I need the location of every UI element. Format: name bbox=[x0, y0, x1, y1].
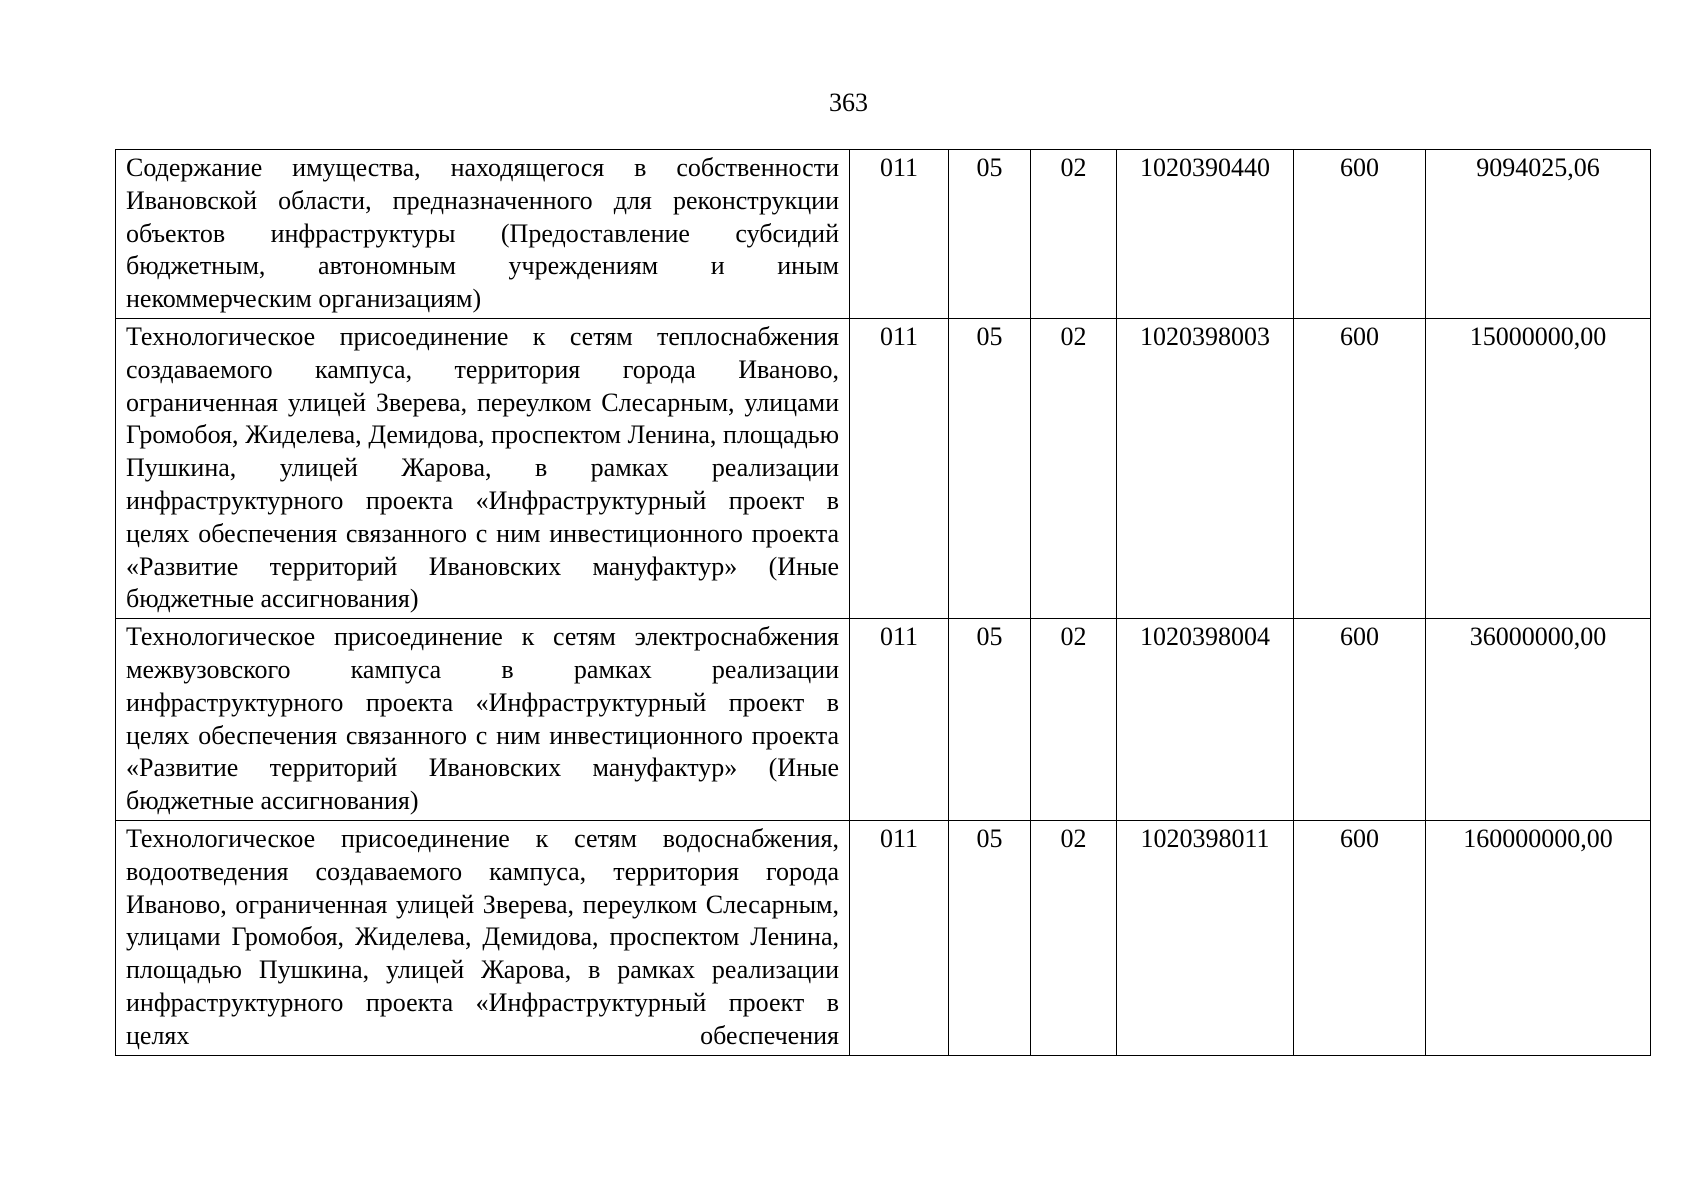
row-description: Технологическое присоединение к сетям электроснабжения межвузовского кампуса в рамках реализации инфраструктурного проекта «Инфраструктурный проект в целях обеспечения связанного с ним инвестиционного проекта «Развитие территорий Ивановских мануфактур» (Иные бюджетные ассигнования) bbox=[116, 619, 850, 821]
row-description: Технологическое присоединение к сетям водоснабжения, водоотведения создаваемого кампуса, территория города Иваново, ограниченная улицей Зверева, переулком Слесарным, улицами Громобоя, Жиделева, Демидова, проспектом Ленина, площадью Пушкина, улицей Жарова, в рамках реализации инфраструктурного проекта «Инфраструктурный проект в целях обеспечения bbox=[116, 820, 850, 1055]
row-ministry-code: 011 bbox=[850, 318, 949, 618]
row-amount: 15000000,00 bbox=[1426, 318, 1651, 618]
row-target-article: 1020390440 bbox=[1117, 150, 1294, 319]
row-expense-type: 600 bbox=[1294, 150, 1426, 319]
row-amount: 36000000,00 bbox=[1426, 619, 1651, 821]
row-expense-type: 600 bbox=[1294, 318, 1426, 618]
row-ministry-code: 011 bbox=[850, 150, 949, 319]
table-row bbox=[116, 820, 1651, 1055]
row-description: Содержание имущества, находящегося в собственности Ивановской области, предназначенного для реконструкции объектов инфраструктуры (Предоставление субсидий бюджетным, автономным учреждениям и иным некоммерческим организациям) bbox=[116, 150, 850, 319]
row-section-code: 05 bbox=[949, 619, 1031, 821]
row-subsection-code: 02 bbox=[1031, 150, 1117, 319]
row-section-code: 05 bbox=[949, 150, 1031, 319]
row-subsection-code: 02 bbox=[1031, 820, 1117, 1055]
table-row bbox=[116, 150, 1651, 319]
page-number: 363 bbox=[829, 88, 868, 117]
row-target-article: 1020398011 bbox=[1117, 820, 1294, 1055]
row-amount: 9094025,06 bbox=[1426, 150, 1651, 319]
row-target-article: 1020398004 bbox=[1117, 619, 1294, 821]
row-section-code: 05 bbox=[949, 318, 1031, 618]
table-row bbox=[116, 619, 1651, 821]
row-ministry-code: 011 bbox=[850, 619, 949, 821]
row-subsection-code: 02 bbox=[1031, 318, 1117, 618]
row-target-article: 1020398003 bbox=[1117, 318, 1294, 618]
row-expense-type: 600 bbox=[1294, 619, 1426, 821]
row-ministry-code: 011 bbox=[850, 820, 949, 1055]
row-subsection-code: 02 bbox=[1031, 619, 1117, 821]
table-row bbox=[116, 318, 1651, 618]
row-amount: 160000000,00 bbox=[1426, 820, 1651, 1055]
row-expense-type: 600 bbox=[1294, 820, 1426, 1055]
budget-table bbox=[115, 149, 1651, 1056]
row-description: Технологическое присоединение к сетям теплоснабжения создаваемого кампуса, территория города Иваново, ограниченная улицей Зверева, переулком Слесарным, улицами Громобоя, Жиделева, Демидова, проспектом Ленина, площадью Пушкина, улицей Жарова, в рамках реализации инфраструктурного проекта «Инфраструктурный проект в целях обеспечения связанного с ним инвестиционного проекта «Развитие территорий Ивановских мануфактур» (Иные бюджетные ассигнования) bbox=[116, 318, 850, 618]
row-section-code: 05 bbox=[949, 820, 1031, 1055]
